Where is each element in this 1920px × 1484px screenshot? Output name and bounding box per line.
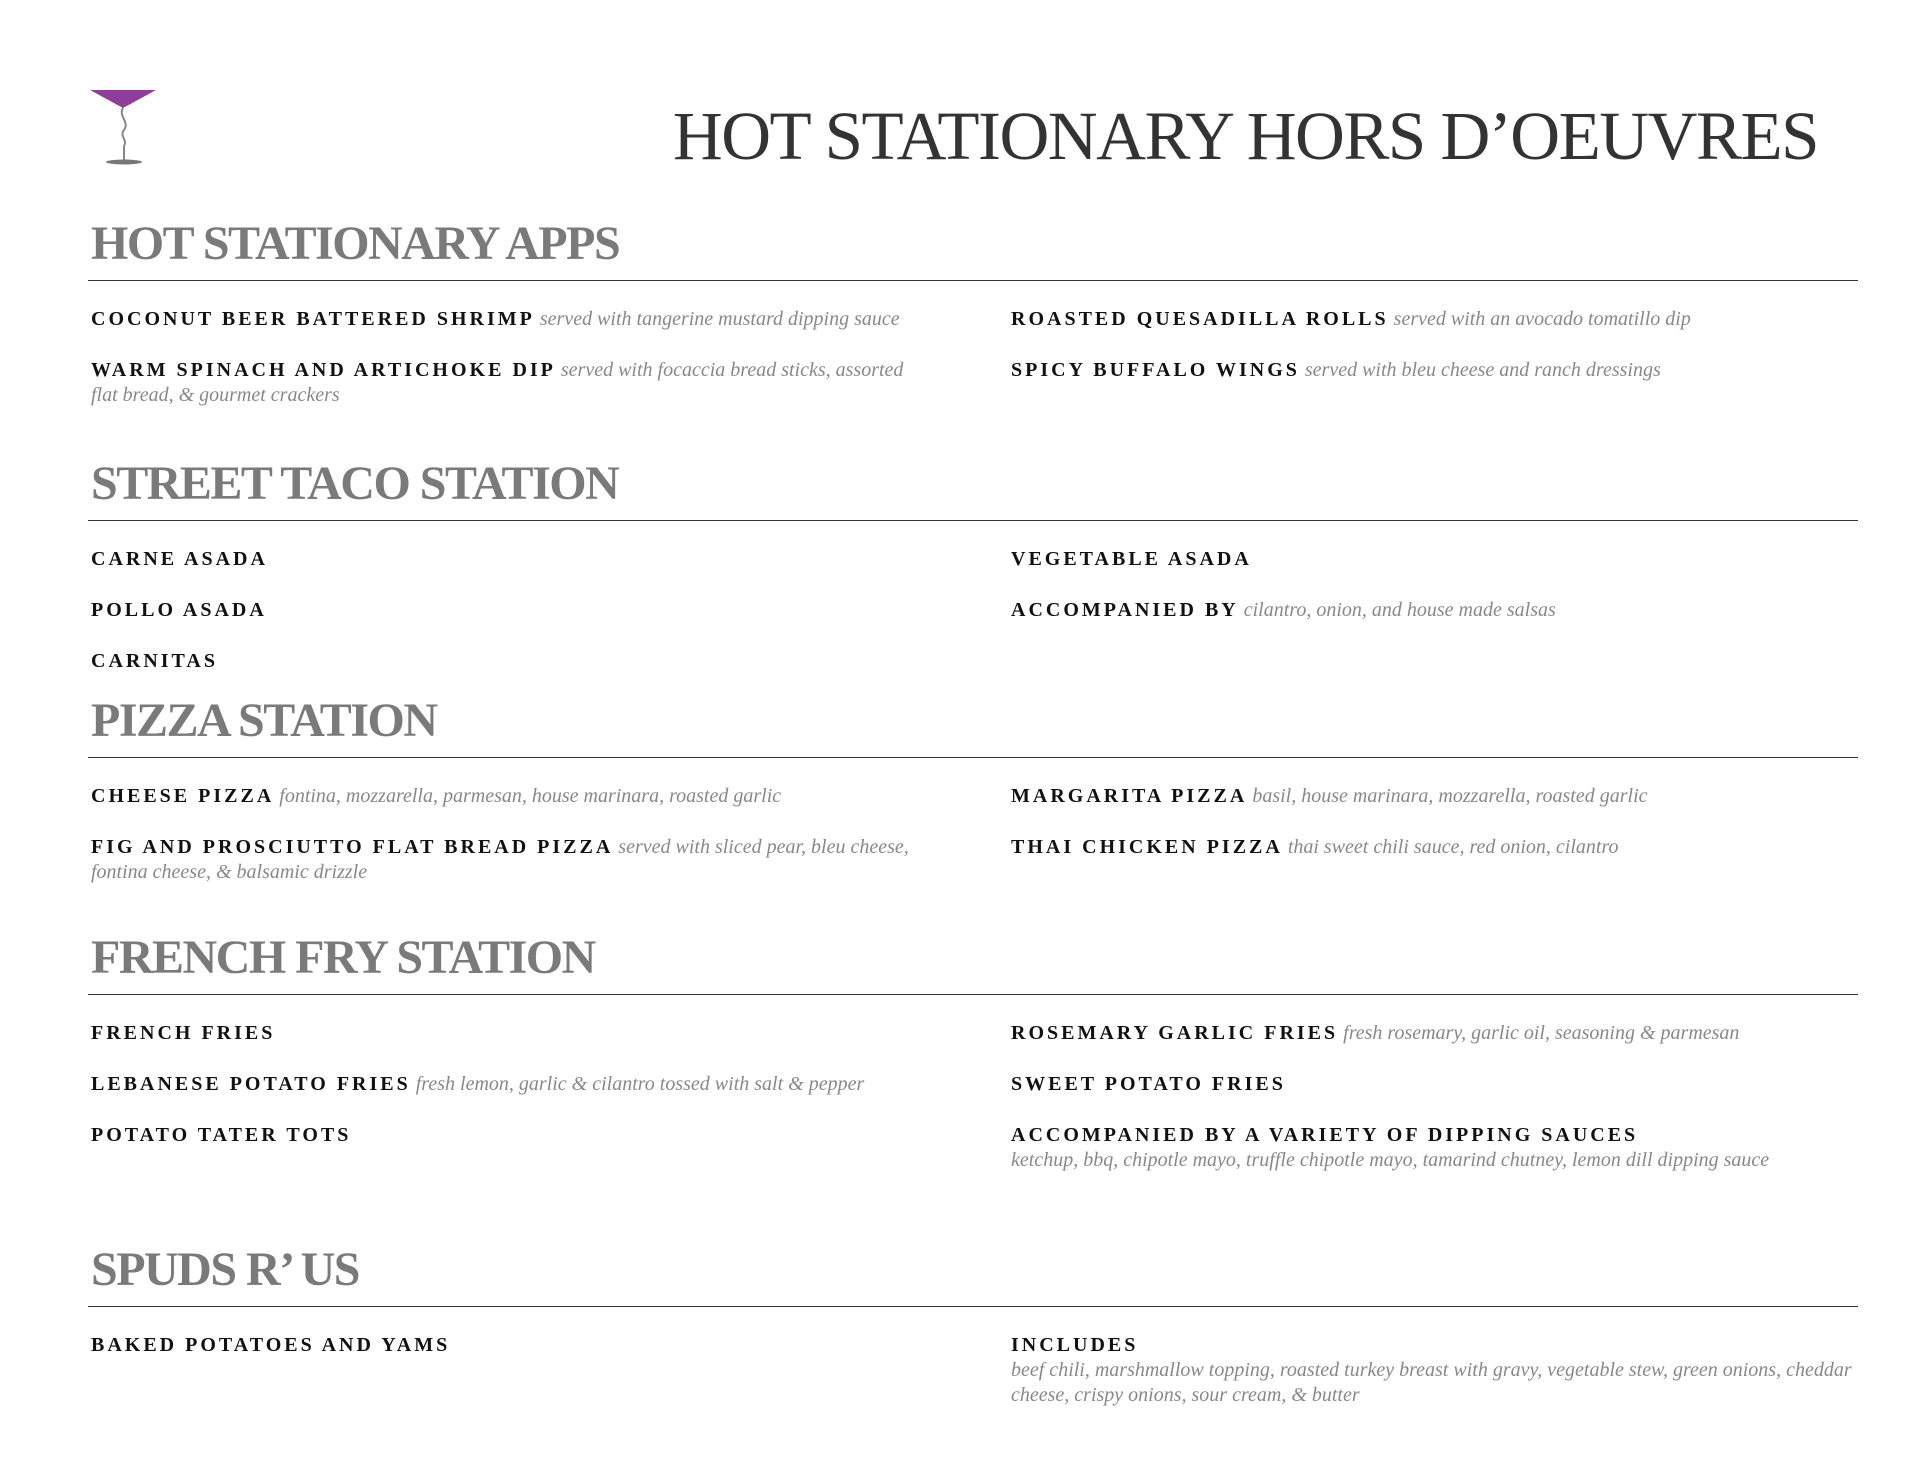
item-description: basil, house marinara, mozzarella, roasted garlic	[1252, 785, 1648, 807]
menu-item	[88, 1333, 911, 1358]
section-spuds-r-us	[88, 1243, 1858, 1434]
item-name: ROSEMARY GARLIC FRIES	[1011, 1022, 1339, 1044]
item-name: INCLUDES	[1011, 1334, 1139, 1356]
page-title: HOT STATIONARY HORS D’OEUVRES	[672, 98, 1818, 174]
item-description: served with focaccia bread sticks, assorted flat bread, & gourmet crackers	[91, 359, 904, 406]
item-name: SWEET POTATO FRIES	[1011, 1073, 1286, 1095]
section-title: SPUDS R’ US	[91, 1243, 359, 1296]
menu-item	[88, 1123, 911, 1148]
item-description: fontina, mozzarella, parmesan, house marinara, roasted garlic	[279, 785, 782, 807]
section-pizza-station	[88, 694, 1858, 911]
item-description: cilantro, onion, and house made salsas	[1243, 599, 1556, 621]
menu-item	[1008, 598, 1858, 623]
menu-item	[1008, 1072, 1858, 1097]
menu-item	[88, 358, 911, 408]
section-hot-stationary-apps	[88, 217, 1858, 434]
section-divider	[88, 280, 1858, 281]
item-description: ketchup, bbq, chipotle mayo, truffle chipotle mayo, tamarind chutney, lemon dill dipping sauce	[1011, 1149, 1770, 1171]
menu-item	[88, 307, 911, 332]
item-name: ACCOMPANIED BY A VARIETY OF DIPPING SAUCES	[1011, 1124, 1639, 1146]
menu-item	[1008, 1021, 1858, 1046]
item-name: CARNITAS	[91, 650, 218, 672]
item-name: ROASTED QUESADILLA ROLLS	[1011, 308, 1389, 330]
item-name: FRENCH FRIES	[91, 1022, 276, 1044]
item-name: FIG AND PROSCIUTTO FLAT BREAD PIZZA	[91, 836, 614, 858]
section-title: STREET TACO STATION	[91, 457, 619, 510]
menu-item	[88, 835, 911, 885]
section-divider	[88, 994, 1858, 995]
menu-item	[88, 547, 911, 572]
martini-glass-icon	[88, 88, 160, 168]
menu-item	[1008, 784, 1858, 809]
menu-item	[88, 649, 911, 674]
item-name: WARM SPINACH AND ARTICHOKE DIP	[91, 359, 556, 381]
item-description: served with bleu cheese and ranch dressings	[1304, 359, 1661, 381]
item-name: LEBANESE POTATO FRIES	[91, 1073, 411, 1095]
item-description: served with tangerine mustard dipping sauce	[539, 308, 900, 330]
section-street-taco-station	[88, 457, 1858, 700]
menu-item	[88, 1021, 911, 1046]
item-name: MARGARITA PIZZA	[1011, 785, 1248, 807]
item-description: served with sliced pear, bleu cheese, fontina cheese, & balsamic drizzle	[91, 836, 909, 883]
section-divider	[88, 1306, 1858, 1307]
item-name: POTATO TATER TOTS	[91, 1124, 352, 1146]
menu-item	[1008, 1123, 1858, 1173]
item-name: VEGETABLE ASADA	[1011, 548, 1252, 570]
item-name: ACCOMPANIED BY	[1011, 599, 1239, 621]
item-name: BAKED POTATOES AND YAMS	[91, 1334, 451, 1356]
item-name: POLLO ASADA	[91, 599, 267, 621]
menu-item	[88, 598, 911, 623]
item-name: CARNE ASADA	[91, 548, 268, 570]
section-french-fry-station	[88, 931, 1858, 1199]
section-title: PIZZA STATION	[91, 694, 437, 747]
item-name: THAI CHICKEN PIZZA	[1011, 836, 1283, 858]
section-title: HOT STATIONARY APPS	[91, 217, 620, 270]
section-title: FRENCH FRY STATION	[91, 931, 595, 984]
item-description: served with an avocado tomatillo dip	[1393, 308, 1691, 330]
item-description: fresh rosemary, garlic oil, seasoning & parmesan	[1343, 1022, 1740, 1044]
item-description: fresh lemon, garlic & cilantro tossed with salt & pepper	[415, 1073, 865, 1095]
menu-item	[1008, 547, 1858, 572]
section-divider	[88, 520, 1858, 521]
item-name: COCONUT BEER BATTERED SHRIMP	[91, 308, 535, 330]
menu-item	[88, 784, 911, 809]
menu-item	[1008, 307, 1858, 332]
item-description: thai sweet chili sauce, red onion, cilantro	[1287, 836, 1619, 858]
menu-item	[1008, 835, 1858, 860]
item-description: beef chili, marshmallow topping, roasted turkey breast with gravy, vegetable stew, green onions, cheddar cheese, crispy onions, sour cream, & butter	[1011, 1359, 1852, 1406]
section-divider	[88, 757, 1858, 758]
menu-item	[1008, 358, 1858, 383]
menu-item	[1008, 1333, 1858, 1408]
menu-item	[88, 1072, 911, 1097]
item-name: CHEESE PIZZA	[91, 785, 275, 807]
item-name: SPICY BUFFALO WINGS	[1011, 359, 1300, 381]
